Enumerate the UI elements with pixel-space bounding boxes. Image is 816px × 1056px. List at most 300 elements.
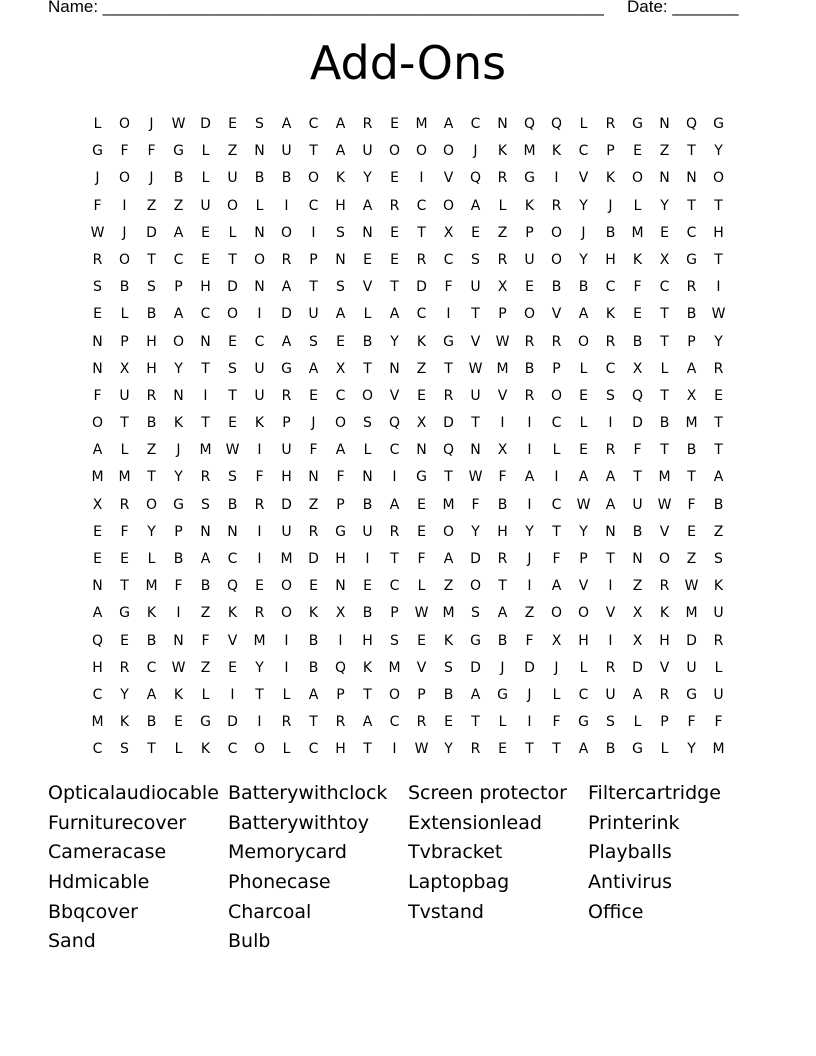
grid-cell: B — [605, 224, 616, 241]
grid-cell: M — [442, 496, 455, 513]
grid-cell: H — [200, 279, 211, 296]
grid-row — [84, 736, 732, 763]
grid-cell: T — [552, 741, 561, 758]
grid-cell: E — [120, 632, 129, 649]
grid-cell: F — [687, 714, 696, 731]
grid-cell: O — [91, 415, 104, 432]
grid-cell: T — [363, 686, 372, 703]
grid-cell: E — [120, 551, 129, 567]
grid-cell: L — [579, 415, 588, 432]
grid-cell: K — [119, 714, 130, 731]
grid-cell: U — [308, 306, 319, 323]
grid-cell: M — [91, 714, 104, 731]
grid-cell: E — [417, 632, 426, 649]
grid-cell: X — [632, 632, 643, 649]
grid-cell: L — [552, 686, 561, 703]
grid-cell: V — [389, 387, 400, 404]
grid-cell: W — [495, 333, 510, 350]
word-list-item: Bbqcover — [48, 900, 138, 923]
grid-cell: F — [471, 496, 480, 513]
grid-cell: E — [390, 251, 399, 268]
grid-row — [84, 193, 732, 220]
grid-row — [84, 573, 732, 600]
grid-cell: T — [471, 415, 480, 432]
grid-cell: R — [281, 387, 292, 404]
grid-cell: K — [443, 632, 454, 649]
grid-cell: T — [687, 143, 696, 160]
word-list-item: Extensionlead — [408, 811, 542, 834]
grid-cell: F — [120, 523, 129, 540]
grid-cell: T — [714, 197, 723, 214]
grid-cell: X — [335, 605, 346, 622]
grid-cell: O — [253, 251, 266, 268]
grid-cell: U — [227, 170, 238, 187]
grid-cell: G — [92, 143, 103, 160]
grid-cell: V — [470, 333, 481, 350]
grid-cell: A — [335, 442, 346, 459]
grid-cell: T — [309, 143, 318, 160]
grid-cell: A — [200, 551, 211, 567]
grid-cell: R — [335, 714, 346, 731]
date-field[interactable]: Date: _______ — [627, 0, 739, 16]
grid-row — [84, 410, 732, 437]
grid-cell: D — [227, 279, 238, 296]
grid-cell: T — [660, 333, 669, 350]
grid-cell: P — [687, 333, 696, 350]
grid-cell: R — [605, 333, 616, 350]
grid-cell: B — [146, 632, 157, 649]
grid-cell: I — [257, 523, 262, 540]
grid-cell: A — [362, 714, 373, 731]
grid-cell: G — [578, 714, 589, 731]
grid-cell: O — [631, 170, 644, 187]
grid-cell: C — [389, 578, 400, 595]
grid-cell: E — [363, 251, 372, 268]
word-list-item: Batterywithclock — [228, 782, 388, 804]
grid-cell: H — [605, 251, 616, 268]
grid-cell: O — [388, 143, 401, 160]
grid-cell: R — [713, 632, 724, 649]
grid-cell: C — [389, 442, 400, 459]
grid-cell: I — [284, 197, 289, 214]
grid-cell: G — [686, 251, 697, 268]
word-list-item: Tvbracket — [408, 841, 503, 864]
grid-cell: I — [311, 224, 316, 241]
grid-cell: R — [389, 523, 400, 540]
grid-cell: J — [176, 442, 181, 459]
grid-cell: T — [525, 741, 534, 758]
grid-cell: I — [527, 415, 532, 432]
grid-cell: W — [171, 116, 186, 132]
grid-cell: N — [227, 523, 238, 540]
grid-cell: B — [632, 333, 643, 350]
grid-cell: L — [579, 116, 588, 132]
grid-cell: J — [149, 116, 154, 132]
grid-cell: B — [443, 686, 454, 703]
grid-cell: A — [146, 686, 157, 703]
grid-cell: O — [415, 143, 428, 160]
grid-cell: D — [416, 279, 427, 296]
grid-cell: B — [659, 415, 670, 432]
grid-cell: O — [442, 197, 455, 214]
grid-cell: B — [551, 279, 562, 296]
grid-cell: I — [284, 632, 289, 649]
grid-cell: N — [416, 442, 427, 459]
grid-cell: L — [660, 741, 669, 758]
grid-cell: M — [712, 741, 725, 758]
grid-cell: R — [119, 496, 130, 513]
grid-cell: I — [554, 469, 559, 486]
grid-cell: Z — [227, 143, 238, 160]
grid-cell: N — [173, 387, 184, 404]
grid-cell: I — [338, 632, 343, 649]
grid-cell: F — [498, 469, 507, 486]
grid-cell: L — [579, 360, 588, 377]
grid-cell: U — [524, 251, 535, 268]
grid-cell: F — [309, 442, 318, 459]
grid-cell: I — [446, 306, 451, 323]
grid-cell: X — [335, 360, 346, 377]
grid-cell: M — [631, 224, 644, 241]
grid-cell: T — [660, 387, 669, 404]
grid-cell: O — [442, 523, 455, 540]
grid-cell: O — [280, 605, 293, 622]
grid-cell: M — [415, 116, 428, 132]
grid-cell: P — [552, 360, 561, 377]
grid-cell: K — [173, 415, 184, 432]
grid-cell: L — [255, 197, 264, 214]
grid-cell: P — [606, 143, 615, 160]
grid-cell: B — [254, 170, 265, 187]
grid-cell: Q — [226, 578, 239, 595]
grid-cell: R — [524, 333, 535, 350]
grid-cell: S — [444, 659, 453, 676]
grid-cell: C — [92, 741, 103, 758]
grid-cell: T — [417, 224, 426, 241]
grid-cell: P — [417, 686, 426, 703]
grid-cell: T — [444, 360, 453, 377]
grid-cell: X — [119, 360, 130, 377]
grid-cell: I — [257, 442, 262, 459]
grid-cell: Y — [174, 469, 183, 486]
grid-cell: A — [578, 469, 589, 486]
grid-cell: U — [632, 496, 643, 513]
grid-row — [84, 682, 732, 709]
grid-cell: Y — [120, 686, 129, 703]
grid-cell: Z — [524, 605, 535, 622]
grid-cell: H — [578, 632, 589, 649]
grid-cell: U — [254, 387, 265, 404]
grid-cell: O — [145, 496, 158, 513]
grid-row — [84, 165, 732, 192]
grid-cell: L — [228, 224, 237, 241]
grid-cell: S — [120, 741, 129, 758]
grid-cell: N — [632, 551, 643, 567]
grid-cell: K — [713, 578, 724, 595]
grid-cell: A — [335, 116, 346, 132]
grid-cell: I — [203, 387, 208, 404]
grid-cell: G — [686, 686, 697, 703]
grid-cell: Q — [91, 632, 104, 649]
grid-cell: C — [605, 279, 616, 296]
grid-cell: B — [173, 551, 184, 567]
grid-cell: T — [309, 714, 318, 731]
grid-cell: X — [416, 415, 427, 432]
grid-cell: A — [578, 306, 589, 323]
grid-cell: I — [608, 415, 613, 432]
grid-cell: N — [686, 170, 697, 187]
grid-cell: O — [334, 415, 347, 432]
grid-cell: P — [579, 551, 588, 567]
grid-cell: C — [173, 251, 184, 268]
grid-cell: Y — [525, 523, 534, 540]
grid-cell: A — [605, 496, 616, 513]
grid-cell: O — [118, 170, 131, 187]
grid-cell: D — [470, 659, 481, 676]
grid-cell: W — [90, 224, 105, 241]
grid-cell: V — [443, 170, 454, 187]
grid-cell: T — [363, 360, 372, 377]
grid-cell: S — [93, 279, 102, 296]
grid-cell: T — [363, 741, 372, 758]
grid-cell: H — [146, 360, 157, 377]
grid-cell: R — [254, 496, 265, 513]
grid-cell: Y — [471, 523, 480, 540]
grid-cell: R — [389, 197, 400, 214]
grid-cell: N — [254, 279, 265, 296]
page-title: Add-Ons — [309, 36, 507, 90]
grid-cell: T — [633, 469, 642, 486]
grid-cell: S — [606, 387, 615, 404]
grid-cell: S — [201, 496, 210, 513]
grid-cell: L — [201, 170, 210, 187]
grid-cell: E — [444, 714, 453, 731]
grid-cell: Z — [308, 496, 319, 513]
grid-cell: P — [498, 306, 507, 323]
grid-cell: N — [497, 116, 508, 132]
grid-row — [84, 111, 732, 138]
grid-cell: M — [280, 551, 293, 567]
grid-cell: T — [606, 551, 615, 567]
grid-cell: E — [309, 578, 318, 595]
grid-cell: O — [550, 605, 563, 622]
word-list-item: Laptopbag — [408, 871, 510, 894]
grid-cell: L — [282, 686, 291, 703]
grid-cell: L — [633, 714, 642, 731]
grid-cell: T — [714, 442, 723, 459]
grid-cell: T — [471, 306, 480, 323]
word-list-item: Hdmicable — [48, 871, 150, 894]
grid-cell: F — [255, 469, 264, 486]
grid-cell: E — [498, 741, 507, 758]
grid-cell: M — [199, 442, 212, 459]
grid-cell: F — [201, 632, 210, 649]
word-list-item: Charcoal — [228, 900, 312, 923]
word-list-item: Furniturecover — [48, 811, 187, 834]
grid-cell: C — [578, 143, 589, 160]
grid-cell: T — [552, 523, 561, 540]
grid-cell: B — [146, 415, 157, 432]
grid-cell: I — [257, 306, 262, 323]
grid-cell: N — [389, 360, 400, 377]
grid-cell: R — [443, 387, 454, 404]
grid-cell: Z — [659, 143, 670, 160]
grid-cell: N — [362, 469, 373, 486]
grid-cell: R — [362, 116, 373, 132]
grid-cell: B — [200, 578, 211, 595]
grid-cell: E — [714, 387, 723, 404]
grid-cell: W — [711, 306, 726, 323]
grid-cell: A — [389, 496, 400, 513]
grid-row — [84, 437, 732, 464]
word-list-item: Opticalaudiocable — [48, 782, 219, 804]
grid-cell: B — [362, 333, 373, 350]
grid-cell: C — [335, 387, 346, 404]
grid-cell: G — [470, 632, 481, 649]
word-list-item: Phonecase — [228, 871, 331, 894]
grid-cell: I — [500, 415, 505, 432]
grid-cell: S — [228, 469, 237, 486]
word-list-item: Filtercartridge — [588, 782, 721, 804]
grid-cell: K — [416, 333, 427, 350]
grid-cell: D — [308, 551, 319, 567]
grid-cell: F — [336, 469, 345, 486]
grid-row — [84, 138, 732, 165]
grid-cell: B — [173, 170, 184, 187]
grid-cell: R — [308, 523, 319, 540]
grid-cell: L — [579, 659, 588, 676]
grid-cell: R — [497, 170, 508, 187]
grid-cell: R — [200, 469, 211, 486]
grid-cell: F — [714, 714, 723, 731]
grid-cell: E — [525, 279, 534, 296]
grid-cell: C — [659, 279, 670, 296]
grid-cell: Z — [146, 442, 157, 459]
grid-cell: B — [686, 306, 697, 323]
grid-cell: E — [579, 442, 588, 459]
grid-cell: U — [713, 686, 724, 703]
grid-cell: G — [416, 469, 427, 486]
grid-cell: O — [523, 306, 536, 323]
grid-cell: V — [578, 170, 589, 187]
grid-cell: R — [686, 279, 697, 296]
grid-cell: T — [147, 741, 156, 758]
grid-cell: C — [308, 197, 319, 214]
grid-cell: Q — [550, 116, 563, 132]
grid-cell: A — [335, 306, 346, 323]
word-list-item: Memorycard — [228, 841, 347, 864]
grid-row — [84, 383, 732, 410]
grid-cell: H — [659, 632, 670, 649]
grid-cell: T — [471, 714, 480, 731]
word-list-item: Playballs — [588, 841, 672, 864]
grid-cell: G — [173, 496, 184, 513]
grid-cell: Y — [444, 741, 453, 758]
grid-cell: R — [92, 251, 103, 268]
grid-cell: V — [416, 659, 427, 676]
grid-cell: A — [281, 116, 292, 132]
grid-cell: A — [443, 551, 454, 567]
grid-cell: O — [550, 224, 563, 241]
grid-cell: H — [497, 523, 508, 540]
grid-cell: G — [497, 686, 508, 703]
grid-cell: Y — [174, 360, 183, 377]
grid-cell: C — [308, 741, 319, 758]
grid-cell: B — [119, 279, 130, 296]
grid-cell: Y — [660, 197, 669, 214]
grid-cell: T — [687, 197, 696, 214]
grid-cell: H — [713, 224, 724, 241]
grid-cell: V — [605, 605, 616, 622]
grid-cell: E — [228, 659, 237, 676]
grid-cell: Z — [686, 551, 697, 567]
grid-cell: U — [281, 523, 292, 540]
grid-cell: E — [390, 170, 399, 187]
grid-cell: B — [497, 632, 508, 649]
grid-cell: A — [470, 686, 481, 703]
grid-cell: K — [227, 605, 238, 622]
grid-cell: S — [336, 279, 345, 296]
grid-cell: D — [524, 659, 535, 676]
grid-cell: I — [527, 714, 532, 731]
grid-cell: R — [416, 251, 427, 268]
grid-cell: O — [226, 197, 239, 214]
grid-cell: K — [632, 251, 643, 268]
grid-cell: U — [605, 686, 616, 703]
grid-cell: F — [552, 551, 561, 567]
grid-cell: T — [255, 686, 264, 703]
grid-cell: Y — [363, 170, 372, 187]
grid-cell: T — [201, 360, 210, 377]
grid-cell: T — [714, 251, 723, 268]
grid-cell: C — [686, 224, 697, 241]
grid-cell: R — [713, 360, 724, 377]
grid-cell: L — [714, 659, 723, 676]
grid-cell: Q — [523, 116, 536, 132]
grid-row — [84, 492, 732, 519]
grid-cell: E — [201, 224, 210, 241]
grid-cell: P — [174, 279, 183, 296]
grid-cell: S — [336, 224, 345, 241]
grid-cell: E — [255, 578, 264, 595]
grid-cell: C — [470, 116, 481, 132]
grid-cell: Y — [579, 523, 588, 540]
grid-cell: J — [527, 551, 532, 567]
grid-cell: O — [172, 333, 185, 350]
grid-cell: N — [92, 578, 103, 595]
grid-cell: Z — [200, 605, 211, 622]
grid-cell: V — [578, 578, 589, 595]
grid-cell: S — [147, 279, 156, 296]
grid-cell: E — [417, 523, 426, 540]
grid-cell: N — [470, 442, 481, 459]
grid-cell: E — [390, 224, 399, 241]
grid-cell: Y — [714, 333, 723, 350]
grid-cell: Y — [255, 659, 264, 676]
grid-row — [84, 464, 732, 491]
grid-cell: K — [146, 605, 157, 622]
grid-cell: A — [308, 686, 319, 703]
grid-cell: T — [309, 279, 318, 296]
grid-cell: C — [416, 197, 427, 214]
name-field[interactable]: Name: _____________________________________________________ — [48, 0, 604, 16]
grid-cell: B — [227, 496, 238, 513]
grid-cell: D — [281, 496, 292, 513]
grid-cell: E — [633, 306, 642, 323]
grid-cell: V — [497, 387, 508, 404]
grid-cell: E — [228, 415, 237, 432]
grid-cell: W — [225, 442, 240, 459]
